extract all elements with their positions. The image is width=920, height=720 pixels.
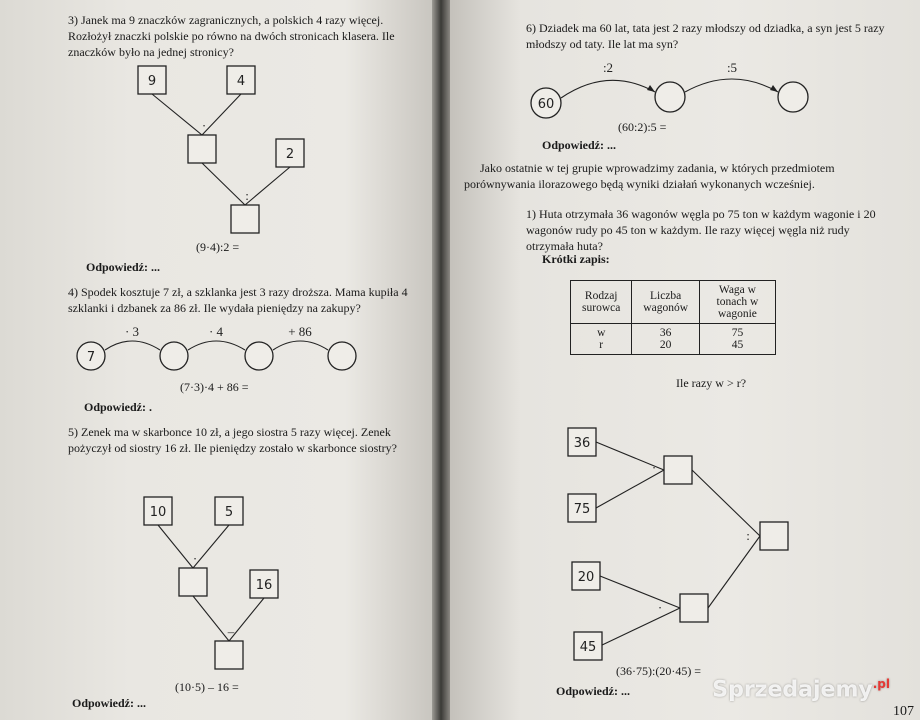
table-cell: 75 xyxy=(699,324,775,340)
arrow-arc xyxy=(561,80,655,98)
box-label: 10 xyxy=(149,505,167,520)
box-label: 16 xyxy=(255,578,273,593)
op-label: · 3 xyxy=(124,324,140,339)
table-header: Liczba wagonów xyxy=(632,281,699,324)
right-page xyxy=(450,0,920,720)
connector xyxy=(692,470,760,536)
task3-text: 3) Janek ma 9 znaczków zagranicznych, a polskich 4 razy więcej. Rozłożył znaczki polskie po równo na dwóch stronicach klasera. Ile znaczków było na jednej stronicy? xyxy=(68,13,395,59)
task6-answer: Odpowiedź: ... xyxy=(542,138,617,152)
arrowhead xyxy=(647,85,655,92)
op-label: · 4 xyxy=(208,324,224,339)
book-gutter xyxy=(432,0,450,720)
box-label: 75 xyxy=(573,502,591,517)
data-table xyxy=(570,280,776,355)
task3-diagram xyxy=(0,0,432,720)
box-empty xyxy=(179,568,207,596)
connector xyxy=(600,608,680,646)
box-label: 45 xyxy=(579,640,597,655)
connector xyxy=(152,94,202,135)
table-cell: 20 xyxy=(632,339,699,355)
arrowhead xyxy=(770,85,778,92)
circle-empty xyxy=(655,82,685,112)
op-label: + 86 xyxy=(288,324,312,339)
task3-answer: Odpowiedź: ... xyxy=(86,260,161,274)
task4-formula: (7·3)·4 + 86 = xyxy=(180,380,249,394)
connector xyxy=(596,470,664,508)
op-multiply: · xyxy=(657,600,663,615)
circle-empty xyxy=(328,342,356,370)
connector xyxy=(158,525,193,568)
connector xyxy=(708,536,760,608)
task4-text: 4) Spodek kosztuje 7 zł, a szklanka jest 3 razy droższa. Mama kupiła 4 szklanki i dzbanek za 86 zł. Ile wydała pieniędzy na zakupy? xyxy=(68,285,408,315)
question-text: Ile razy w > r? xyxy=(676,376,747,390)
box-empty xyxy=(231,205,259,233)
op-multiply: · xyxy=(192,551,198,566)
table-cell: w xyxy=(571,324,632,340)
task6-formula: (60:2):5 = xyxy=(618,120,667,134)
circle-empty xyxy=(160,342,188,370)
op-divide: : xyxy=(746,528,750,543)
circle-empty xyxy=(778,82,808,112)
op-divide: : xyxy=(245,188,249,203)
table-cell: 45 xyxy=(699,339,775,355)
task5-formula: (10·5) – 16 = xyxy=(175,680,239,694)
watermark xyxy=(712,677,890,702)
box-empty xyxy=(215,641,243,669)
watermark-brand: Sprzedajemy xyxy=(712,677,873,702)
intro-text: Jako ostatnie w tej grupie wprowadzimy zadania, w których przedmiotem porównywania ilorazowego będą wyniki działań wykonanych wcześniej. xyxy=(464,161,835,191)
connector xyxy=(193,525,229,568)
circle-empty xyxy=(245,342,273,370)
op-label: :5 xyxy=(726,60,738,75)
arrow-arc xyxy=(105,341,160,350)
task4-answer: Odpowiedź: . xyxy=(84,400,153,414)
start-value: 7 xyxy=(86,350,96,365)
arrow-arc xyxy=(188,341,245,350)
short-notation-label: Krótki zapis: xyxy=(542,252,610,266)
start-value: 60 xyxy=(537,97,555,112)
task1-answer: Odpowiedź: ... xyxy=(556,684,631,698)
connector xyxy=(245,167,290,205)
task5-answer: Odpowiedź: ... xyxy=(72,696,147,710)
connector xyxy=(202,163,245,205)
box-label: 5 xyxy=(224,505,234,520)
box-label: 20 xyxy=(577,570,595,585)
op-label: :2 xyxy=(602,60,614,75)
task1-formula: (36·75):(20·45) = xyxy=(616,664,702,678)
connector xyxy=(600,576,680,608)
box-label: 2 xyxy=(285,147,295,162)
box-label: 9 xyxy=(147,74,157,89)
op-multiply: · xyxy=(651,460,657,475)
box-empty xyxy=(680,594,708,622)
task5-text: 5) Zenek ma w skarbonce 10 zł, a jego siostra 5 razy więcej. Zenek pożyczył od siostry 16 zł. Ile pieniędzy zostało w skarbonce siostry? xyxy=(68,425,397,455)
watermark-suffix: .pl xyxy=(872,676,890,691)
left-page xyxy=(0,0,432,720)
page-number: 107 xyxy=(893,704,914,719)
arrow-arc xyxy=(273,341,328,350)
table-cell: 36 xyxy=(632,324,699,340)
arrow-arc xyxy=(685,79,778,92)
task6-text: 6) Dziadek ma 60 lat, tata jest 2 razy młodszy od dziadka, a syn jest 5 razy młodszy od taty. Ile lat ma syn? xyxy=(526,21,885,51)
box-empty xyxy=(188,135,216,163)
table-header: Waga w tonach w wagonie xyxy=(699,281,775,324)
box-label: 36 xyxy=(573,436,591,451)
box-empty xyxy=(760,522,788,550)
task3-formula: (9·4):2 = xyxy=(196,240,240,254)
task1-text: 1) Huta otrzymała 36 wagonów węgla po 75 ton w każdym wagonie i 20 wagonów rudy po 45 ton w każdym. Ile razy więcej węgla niż rudy otrzymała huta? xyxy=(526,207,876,253)
connector xyxy=(193,596,229,641)
box-empty xyxy=(664,456,692,484)
task6-diagram xyxy=(450,0,920,720)
op-multiply: · xyxy=(201,118,207,133)
connector xyxy=(229,598,264,641)
box-label: 4 xyxy=(236,74,246,89)
table-cell: r xyxy=(571,339,632,355)
op-subtract: – xyxy=(227,624,235,639)
table-header: Rodzaj surowca xyxy=(571,281,632,324)
connector xyxy=(202,94,241,135)
